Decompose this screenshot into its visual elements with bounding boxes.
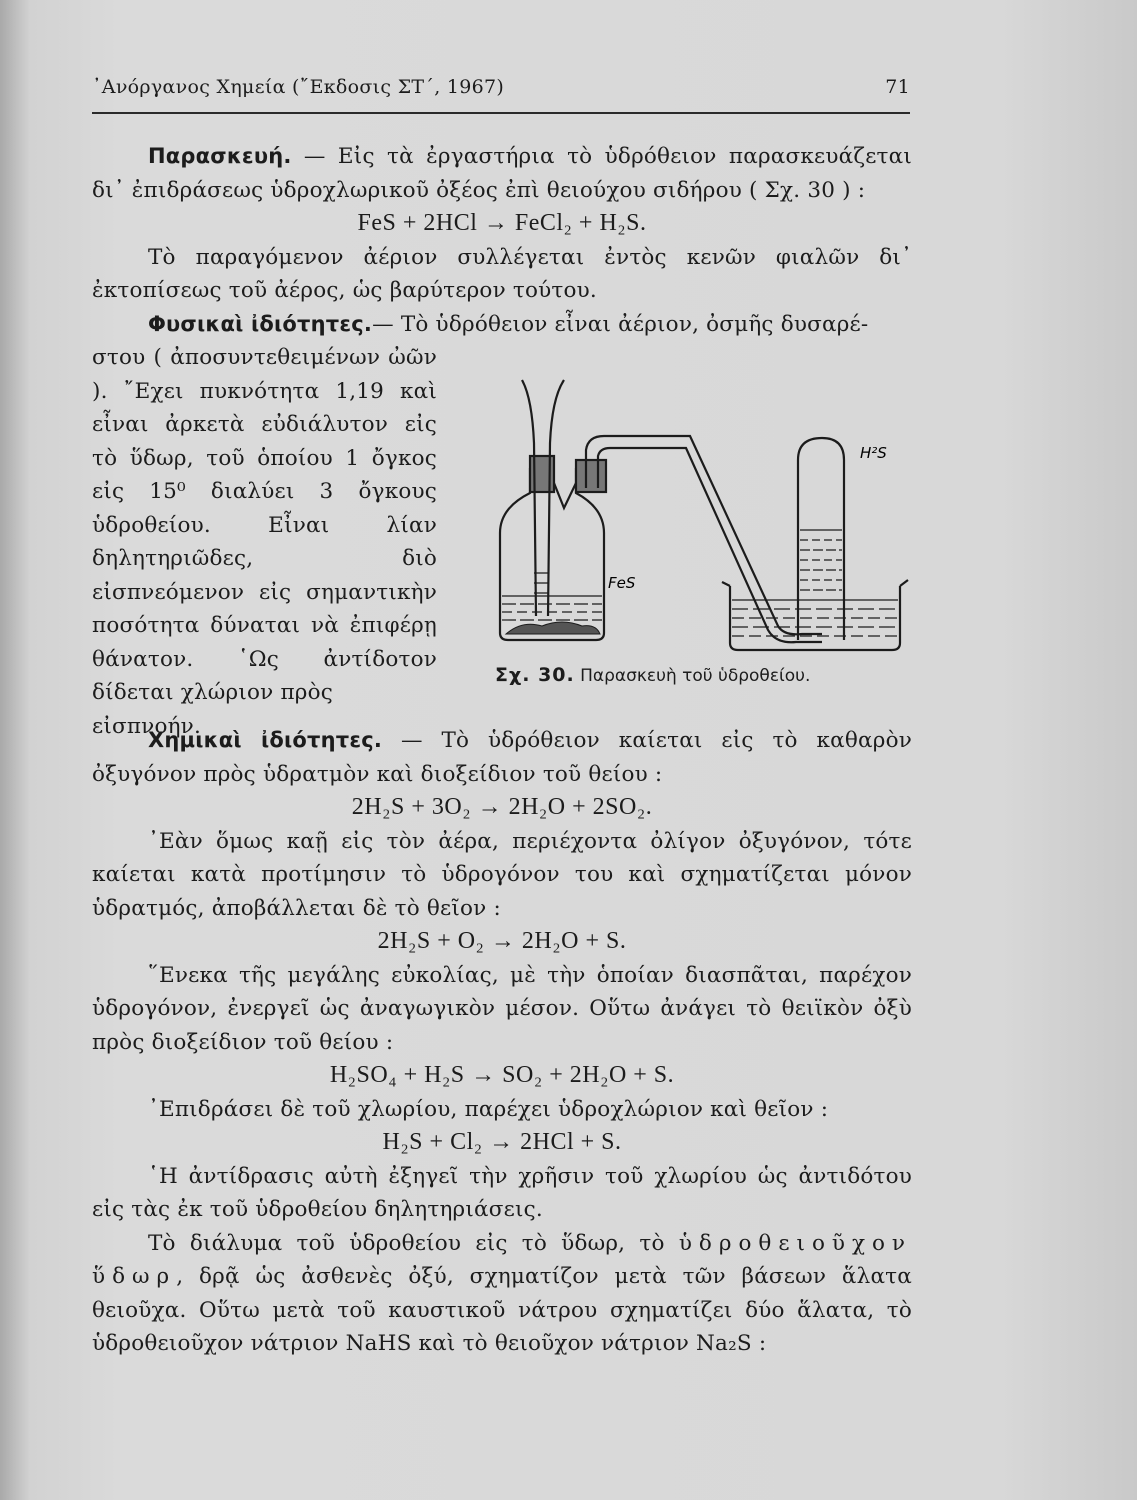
caption-text: Παρασκευὴ τοῦ ὑδροθείου. xyxy=(580,666,811,686)
figure-caption xyxy=(495,664,915,686)
p6-end: , δρᾷ ὡς ἀσθενὲς ὀξύ, σχηματίζον μετὰ τῶν βάσεων ἅλατα θειοῦχα. Οὕτω μετὰ τοῦ καυστικοῦ νάτρου σχηματίζει δύο ἅλατα, τὸ ὑδροθειοῦχον νάτριον NaHS καὶ τὸ θειοῦχον νάτριον Na₂S : xyxy=(92,1264,912,1356)
flask-outline xyxy=(500,468,604,640)
page-number: 71 xyxy=(885,76,910,98)
delivery-tube xyxy=(586,436,822,634)
prep-text-2: Τὸ παραγόμενον ἀέριον συλλέγεται ἐντὸς κενῶν φιαλῶν δι᾿ ἐκτοπίσεως τοῦ ἀέρος, ὡς βαρύτερον τούτου. xyxy=(92,244,912,303)
chemical-paragraph xyxy=(92,724,912,791)
prep-text: — Εἰς τὰ ἐργαστήρια τὸ ὑδρόθειον παρασκευάζεται δι᾿ ἐπιδράσεως ὑδροχλωρικοῦ ὀξέος ἐπὶ θειούχου σιδήρου ( Σχ. 30 ) : xyxy=(92,144,912,203)
chemical-text: — Τὸ ὑδρόθειον καίεται εἰς τὸ καθαρὸν ὀξυγόνον πρὸς ὑδρατμὸν καὶ διοξείδιον τοῦ θείου : xyxy=(92,728,912,787)
collecting-tube xyxy=(798,438,844,640)
prep-paragraph xyxy=(92,140,912,207)
p6-spaced-term: ὑδροθειοῦχον ὕδωρ xyxy=(92,1230,912,1289)
physical-line1: — Τὸ ὑδρόθειον εἶναι ἀέριον, ὀσμῆς δυσαρέ- xyxy=(372,311,869,337)
chemical-paragraph-4: ᾿Επιδράσει δὲ τοῦ χλωρίου, παρέχει ὑδροχλώριον καὶ θεῖον : xyxy=(148,1096,829,1122)
physical-heading: Φυσικαὶ ἰδιότητες. xyxy=(148,311,373,336)
chemical-paragraph-2: ᾿Εὰν ὅμως καῇ εἰς τὸν ἀέρα, περιέχοντα ὀλίγον ὀξυγόνον, τότε καίεται κατὰ προτίμησιν τὸ ὑδρογόνον του καὶ σχηματίζεται μόνον ὑδρατμός, ἀποβάλλεται δὲ τὸ θεῖον : xyxy=(92,828,912,921)
equation-4: H₂S + Cl₂ → 2HCl + S. xyxy=(382,1129,622,1155)
right-stopper xyxy=(576,460,606,492)
apparatus-figure xyxy=(492,368,912,668)
equation-1: 2H₂S + 3O₂ → 2H₂O + 2SO₂. xyxy=(351,794,653,820)
running-header xyxy=(92,76,910,98)
equation-3: H₂SO₄ + H₂S → SO₂ + 2H₂O + S. xyxy=(329,1062,675,1088)
chemical-paragraph-5: ῾Η ἀντίδρασις αὐτὴ ἐξηγεῖ τὴν χρῆσιν τοῦ χλωρίου ὡς ἀντιδότου εἰς τὰς ἐκ τοῦ ὑδροθείου δηλητηριάσεις. xyxy=(92,1163,912,1222)
caption-number: Σχ. 30. xyxy=(495,664,575,686)
physical-last-line: εἰσπνοήν. xyxy=(92,713,201,739)
equation-2: 2H₂S + O₂ → 2H₂O + S. xyxy=(377,928,627,954)
equation-fes: FeS + 2HCl → FeCl₂ + H₂S. xyxy=(357,210,647,236)
prep-heading: Παρασκευή. xyxy=(148,144,292,168)
chemical-paragraph-6 xyxy=(92,1227,912,1361)
chemical-section xyxy=(92,724,912,1361)
label-fes: FeS xyxy=(608,574,636,592)
p6-start: Τὸ διάλυμα τοῦ ὑδροθείου εἰς τὸ ὕδωρ, τὸ xyxy=(148,1230,679,1256)
physical-first-line xyxy=(92,308,912,342)
chemical-paragraph-3: ῞Ενεκα τῆς μεγάλης εὐκολίας, μὲ τὴν ὁποίαν διασπᾶται, παρέχον ὑδρογόνον, ἐνεργεῖ ὡς ἀναγωγικὸν μέσον. Οὕτω ἀνάγει τὸ θειϊκὸν ὀξὺ πρὸς διοξείδιον τοῦ θείου : xyxy=(92,962,912,1055)
fes-solid xyxy=(506,622,600,634)
thistle-funnel xyxy=(522,380,564,616)
header-rule xyxy=(92,112,910,114)
label-h2s: H²S xyxy=(860,444,887,462)
chemical-heading: Χημικαὶ ἰδιότητες. xyxy=(148,728,383,752)
header-title: ᾿Ανόργανος Χημεία (῎Εκδοσις ΣΤ΄, 1967) xyxy=(92,76,505,98)
physical-wrapped-text: στου ( ἀποσυντεθειμένων ὠῶν ). ῎Εχει πυκνότητα 1,19 καὶ εἶναι ἀρκετὰ εὐδιάλυτον εἰς τὸ ὕδωρ, τοῦ ὁποίου 1 ὄγκος εἰς 15⁰ διαλύει 3 ὄγκους ὑδροθείου. Εἶναι λίαν δηλητηριῶδες, διὸ εἰσπνεόμενον εἰς σημαντικὴν ποσότητα δύναται νὰ ἐπιφέρῃ θάνατον. ῾Ως ἀντίδοτον δίδεται χλώριον πρὸς xyxy=(92,345,437,705)
